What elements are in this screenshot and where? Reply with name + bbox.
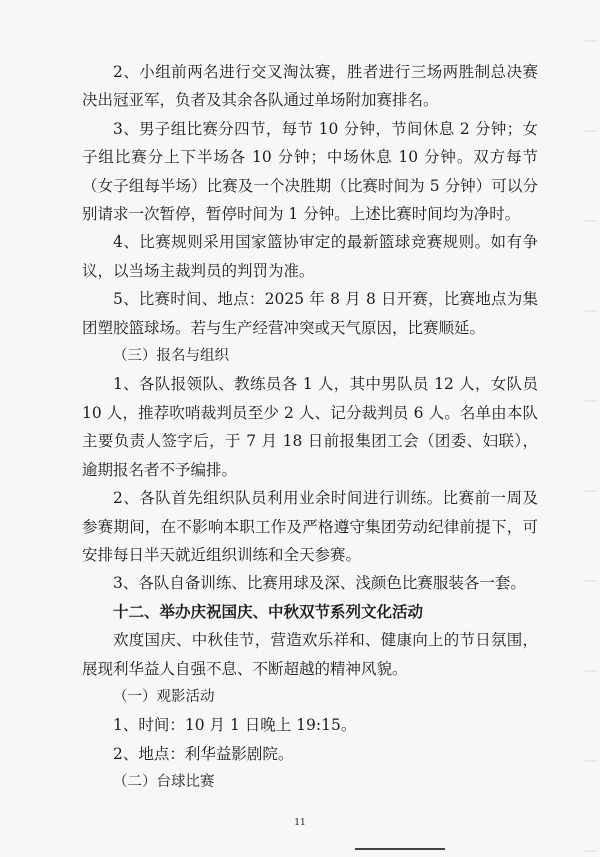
paragraph: 2、小组前两名进行交叉淘汰赛，胜者进行三场两胜制总决赛决出冠亚军，负者及其余各队通过单场附加赛排名。 [82,63,538,110]
subsection-heading: （一）观影活动 [113,688,215,705]
paragraph: 1、时间：10 月 1 日晚上 19:15。 [113,716,357,735]
section-heading: 十二、举办庆祝国庆、中秋双节系列文化活动 [113,602,424,621]
subsection-heading: （二）台球比赛 [113,774,215,791]
paragraph: 3、男子组比赛分四节，每节 10 分钟，节间休息 2 分钟；女子组比赛分上下半场各 10 分钟；中场休息 10 分钟。双方每节（女子组每半场）比赛及一个决胜期（比赛时间为 5 分钟）可以分别请求一次暂停，暂停时间为 1 分钟。上述比赛时间均为净时。 [82,119,538,224]
paragraph: 2、各队首先组织队员利用业余时间进行训练。比赛前一周及参赛期间，在不影响本职工作及严格遵守集团劳动纪律前提下，可安排每日半天就近组织训练和全天参赛。 [82,489,538,564]
bottom-edge-line [355,848,445,850]
scan-edge-marks [585,0,597,857]
paragraph: 5、比赛时间、地点：2025 年 8 月 8 日开赛，比赛地点为集团塑胶篮球场。若与生产经营冲突或天气原因，比赛顺延。 [82,290,538,337]
paragraph: 3、各队自备训练、比赛用球及深、浅颜色比赛服装各一套。 [113,574,526,593]
subsection-heading: （三）报名与组织 [113,348,229,365]
paragraph: 4、比赛规则采用国家篮协审定的最新篮球竞赛规则。如有争议，以当场主裁判员的判罚为准。 [82,233,538,280]
paragraph: 1、各队报领队、教练员各 1 人，其中男队员 12 人，女队员 10 人，推荐吹哨裁判员至少 2 人、记分裁判员 6 人。名单由本队主要负责人签字后，于 7 月 18 日前报集团工会（团委、妇联），逾期报名者不予编排。 [82,375,538,479]
body-text [82,58,538,797]
paragraph: 欢度国庆、中秋佳节，营造欢乐祥和、健康向上的节日氛围，展现利华益人自强不息、不断超越的精神风貌。 [82,631,538,678]
page-number: 11 [294,818,306,828]
paragraph: 2、地点：利华益影剧院。 [113,744,294,763]
